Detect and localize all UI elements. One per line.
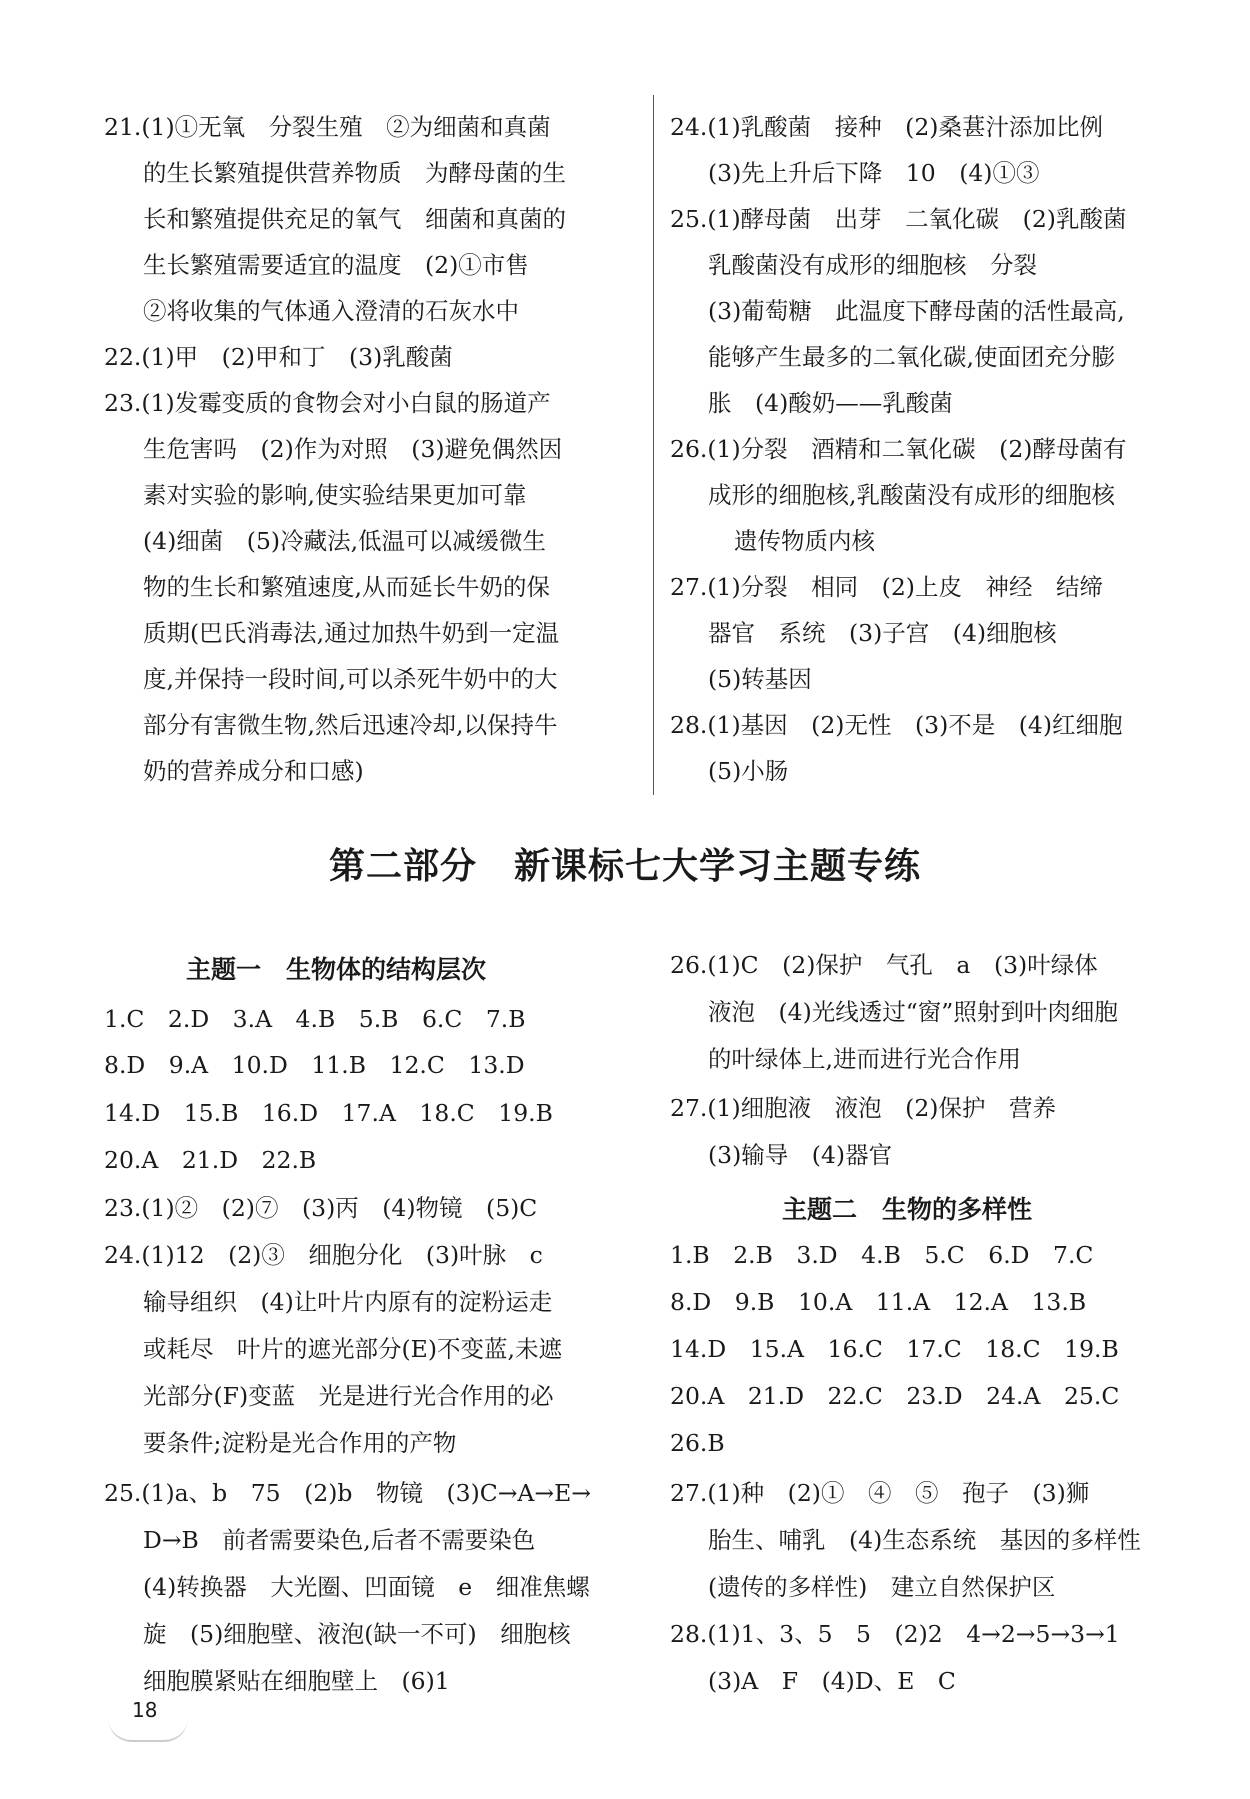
answer-line: (5)转基因 bbox=[708, 665, 812, 693]
part-title: 第二部分 新课标七大学习主题专练 bbox=[328, 846, 921, 887]
answer-line: 23.(1)② (2)⑦ (3)丙 (4)物镜 (5)C bbox=[104, 1194, 538, 1222]
answer-line: 24.(1)乳酸菌 接种 (2)桑葚汁添加比例 bbox=[670, 113, 1103, 141]
answer-line: 28.(1)1、3、5 5 (2)2 4→2→5→3→1 bbox=[670, 1620, 1120, 1648]
answer-line: 光部分(F)变蓝 光是进行光合作用的必 bbox=[143, 1382, 554, 1410]
answer-line: 25.(1)a、b 75 (2)b 物镜 (3)C→A→E→ bbox=[104, 1479, 591, 1507]
answer-line: 胎生、哺乳 (4)生态系统 基因的多样性 bbox=[708, 1526, 1141, 1554]
answer-line: 8.D 9.B 10.A 11.A 12.A 13.B bbox=[670, 1288, 1087, 1316]
answer-line: 20.A 21.D 22.B bbox=[104, 1146, 317, 1174]
answer-line: 22.(1)甲 (2)甲和丁 (3)乳酸菌 bbox=[104, 343, 453, 371]
answer-line: 14.D 15.A 16.C 17.C 18.C 19.B bbox=[670, 1335, 1119, 1363]
answer-line: 胀 (4)酸奶——乳酸菌 bbox=[708, 389, 953, 417]
answer-line: 8.D 9.A 10.D 11.B 12.C 13.D bbox=[104, 1051, 525, 1079]
answer-line: 液泡 (4)光线透过“窗”照射到叶肉细胞 bbox=[708, 998, 1118, 1026]
answer-line: 27.(1)种 (2)① ④ ⑤ 孢子 (3)狮 bbox=[670, 1479, 1090, 1507]
answer-line: 20.A 21.D 22.C 23.D 24.A 25.C bbox=[670, 1382, 1120, 1410]
answer-line: 要条件;淀粉是光合作用的产物 bbox=[143, 1429, 457, 1457]
answer-line: 1.C 2.D 3.A 4.B 5.B 6.C 7.B bbox=[104, 1005, 526, 1033]
answer-line: 生危害吗 (2)作为对照 (3)避免偶然因 bbox=[143, 435, 563, 463]
answer-line: 遗传物质内核 bbox=[734, 527, 875, 555]
answer-line: 27.(1)细胞液 液泡 (2)保护 营养 bbox=[670, 1094, 1056, 1122]
answer-line: 素对实验的影响,使实验结果更加可靠 bbox=[143, 481, 527, 509]
answer-line: 输导组织 (4)让叶片内原有的淀粉运走 bbox=[143, 1288, 553, 1316]
page-number-decoration bbox=[108, 1718, 188, 1742]
answer-line: 1.B 2.B 3.D 4.B 5.C 6.D 7.C bbox=[670, 1241, 1094, 1269]
column-divider bbox=[653, 95, 654, 795]
answer-line: 奶的营养成分和口感) bbox=[143, 757, 364, 785]
answer-line: (遗传的多样性) 建立自然保护区 bbox=[708, 1573, 1056, 1601]
answer-line: 或耗尽 叶片的遮光部分(E)不变蓝,未遮 bbox=[143, 1335, 562, 1363]
answer-line: 生长繁殖需要适宜的温度 (2)①市售 bbox=[143, 251, 529, 279]
answer-line: 24.(1)12 (2)③ 细胞分化 (3)叶脉 c bbox=[104, 1241, 543, 1269]
answer-line: 成形的细胞核,乳酸菌没有成形的细胞核 bbox=[708, 481, 1115, 509]
answer-line: 14.D 15.B 16.D 17.A 18.C 19.B bbox=[104, 1099, 553, 1127]
answer-line: 部分有害微生物,然后迅速冷却,以保持牛 bbox=[143, 711, 558, 739]
answer-line: 长和繁殖提供充足的氧气 细菌和真菌的 bbox=[143, 205, 566, 233]
page-number: 18 bbox=[132, 1698, 158, 1722]
answer-line: 28.(1)基因 (2)无性 (3)不是 (4)红细胞 bbox=[670, 711, 1123, 739]
answer-line: (4)细菌 (5)冷藏法,低温可以减缓微生 bbox=[143, 527, 547, 555]
topic-title: 主题一 生物体的结构层次 bbox=[186, 955, 487, 984]
answer-line: 的生长繁殖提供营养物质 为酵母菌的生 bbox=[143, 159, 566, 187]
answer-line: (3)葡萄糖 此温度下酵母菌的活性最高, bbox=[708, 297, 1125, 325]
answer-line: 的叶绿体上,进而进行光合作用 bbox=[708, 1045, 1021, 1073]
answer-line: 26.(1)分裂 酒精和二氧化碳 (2)酵母菌有 bbox=[670, 435, 1127, 463]
answer-line: (4)转换器 大光圈、凹面镜 e 细准焦螺 bbox=[143, 1573, 590, 1601]
answer-line: (3)A F (4)D、E C bbox=[708, 1667, 956, 1695]
answer-line: (3)先上升后下降 10 (4)①③ bbox=[708, 159, 1040, 187]
answer-line: 21.(1)①无氧 分裂生殖 ②为细菌和真菌 bbox=[104, 113, 551, 141]
answer-line: D→B 前者需要染色,后者不需要染色 bbox=[143, 1526, 536, 1554]
answer-line: 乳酸菌没有成形的细胞核 分裂 bbox=[708, 251, 1037, 279]
answer-line: (5)小肠 bbox=[708, 757, 789, 785]
answer-line: 27.(1)分裂 相同 (2)上皮 神经 结缔 bbox=[670, 573, 1103, 601]
answer-line: 细胞膜紧贴在细胞壁上 (6)1 bbox=[143, 1667, 450, 1695]
answer-line: 25.(1)酵母菌 出芽 二氧化碳 (2)乳酸菌 bbox=[670, 205, 1127, 233]
answer-line: 能够产生最多的二氧化碳,使面团充分膨 bbox=[708, 343, 1115, 371]
answer-line: 器官 系统 (3)子宫 (4)细胞核 bbox=[708, 619, 1057, 647]
answer-line: 物的生长和繁殖速度,从而延长牛奶的保 bbox=[143, 573, 550, 601]
answer-line: 旋 (5)细胞壁、液泡(缺一不可) 细胞核 bbox=[143, 1620, 571, 1648]
topic-title: 主题二 生物的多样性 bbox=[782, 1195, 1033, 1224]
answer-line: 23.(1)发霉变质的食物会对小白鼠的肠道产 bbox=[104, 389, 551, 417]
answer-line: 26.(1)C (2)保护 气孔 a (3)叶绿体 bbox=[670, 951, 1098, 979]
answer-line: ②将收集的气体通入澄清的石灰水中 bbox=[143, 297, 519, 325]
answer-line: (3)输导 (4)器官 bbox=[708, 1141, 893, 1169]
answer-line: 质期(巴氏消毒法,通过加热牛奶到一定温 bbox=[143, 619, 560, 647]
answer-line: 26.B bbox=[670, 1429, 725, 1457]
answer-line: 度,并保持一段时间,可以杀死牛奶中的大 bbox=[143, 665, 558, 693]
